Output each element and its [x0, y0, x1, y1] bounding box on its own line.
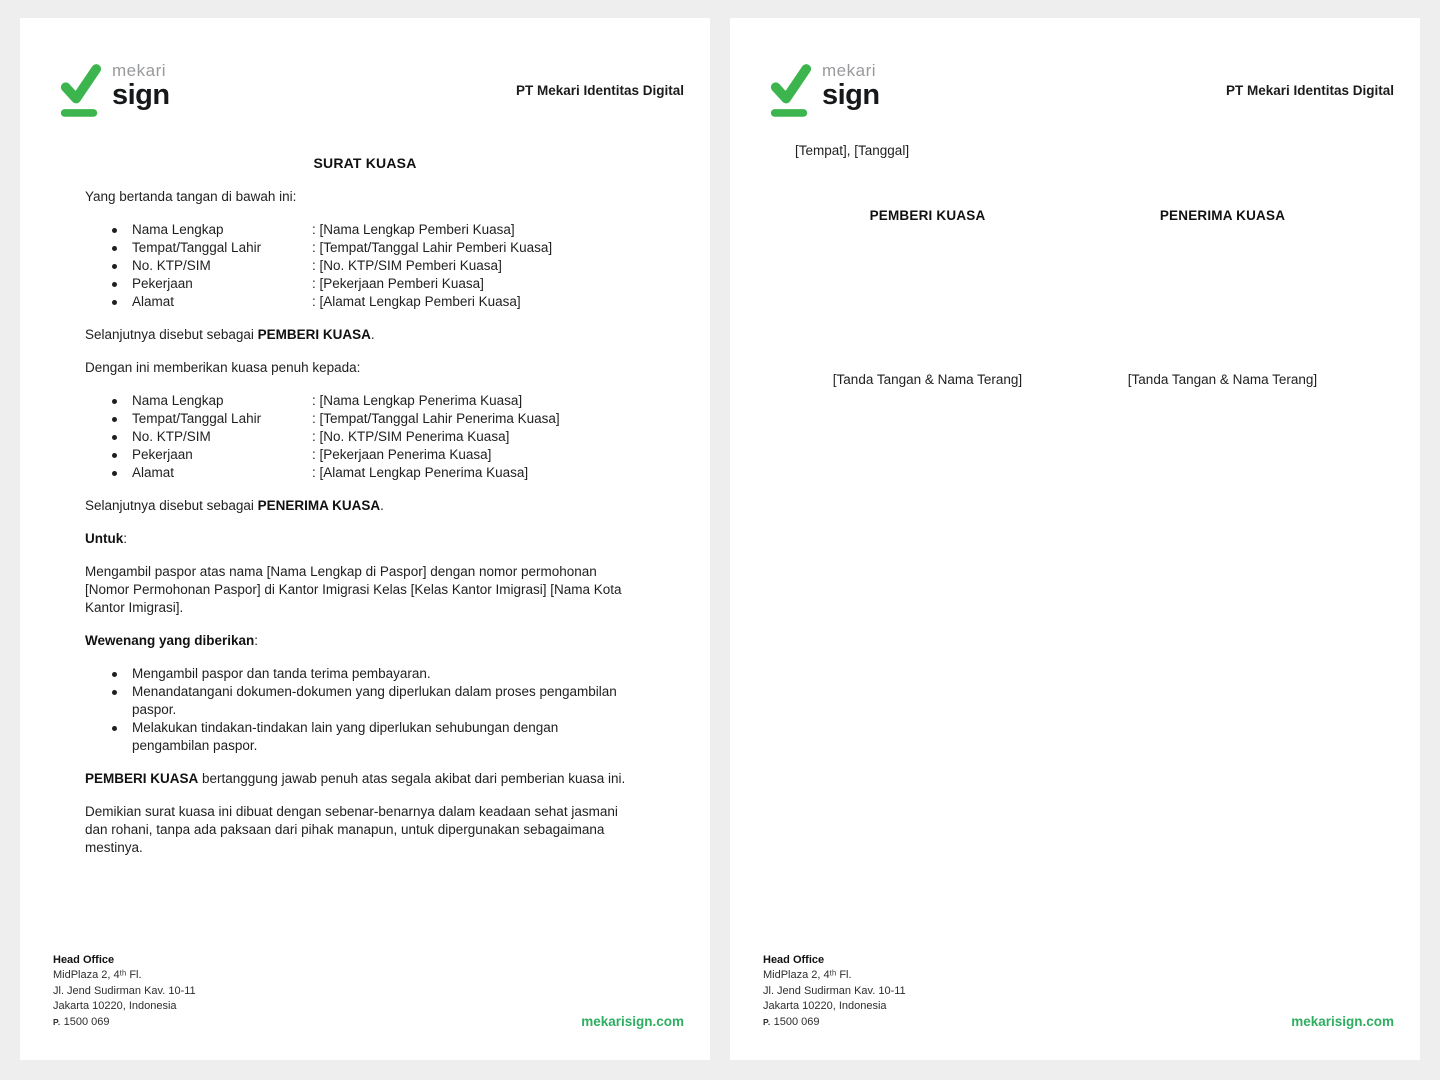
bullet-icon [112, 246, 117, 251]
authority-item [85, 719, 650, 755]
purpose-heading-suffix: : [123, 531, 128, 546]
address-line: Jakarta 10220, Indonesia [53, 1000, 177, 1012]
website-link: mekarisign.com [1291, 1014, 1394, 1029]
checkmark-icon [768, 59, 812, 121]
closing-bold: PENERIMA KUASA [257, 498, 381, 513]
field-value: : [Alamat Lengkap Pemberi Kuasa] [312, 294, 521, 309]
page-footer [53, 953, 684, 1031]
phone-number: 1500 069 [773, 1015, 820, 1028]
field-row [85, 446, 650, 464]
closing-suffix: . [380, 498, 384, 513]
bullet-icon [112, 399, 117, 404]
closing-bold: PEMBERI KUASA [257, 327, 371, 342]
logo-wordmark [822, 59, 880, 109]
field-row [85, 257, 650, 275]
address-line: Jl. Jend Sudirman Kav. 10-11 [53, 984, 196, 997]
address-line: MidPlaza 2, 4ᵗʰ Fl. [53, 969, 142, 981]
signature-column-penerima [1075, 207, 1370, 389]
field-label: Nama Lengkap [132, 393, 224, 408]
bullet-icon [112, 453, 117, 458]
field-value: : [Tempat/Tanggal Lahir Penerima Kuasa] [312, 411, 560, 426]
bullet-icon [112, 726, 117, 731]
field-label: No. KTP/SIM [132, 258, 211, 273]
authority-heading-bold: Wewenang yang diberikan [85, 633, 255, 648]
logo-word-sign: sign [822, 79, 880, 111]
field-row [85, 275, 650, 293]
intro-paragraph: Yang bertanda tangan di bawah ini: [85, 189, 297, 204]
field-label: Tempat/Tanggal Lahir [132, 240, 262, 255]
authority-heading [85, 632, 640, 650]
field-value: : [Alamat Lengkap Penerima Kuasa] [312, 465, 529, 480]
document-page-1 [20, 18, 710, 1060]
mekari-sign-logo [768, 59, 880, 121]
field-label: Alamat [132, 294, 175, 309]
responsibility-bold: PEMBERI KUASA [85, 771, 199, 786]
field-label: No. KTP/SIM [132, 429, 211, 444]
grantor-field-list [85, 221, 650, 311]
grantee-intro-paragraph: Dengan ini memberikan kuasa penuh kepada: [85, 360, 361, 375]
bullet-icon [112, 690, 117, 695]
closing-paragraph: Demikian surat kuasa ini dibuat dengan sebenar-benarnya dalam keadaan sehat jasmani dan rohani, tanpa ada paksaan dari pihak manapun, untuk dipergunakan sebagaimana mestinya. [85, 804, 618, 855]
bullet-icon [112, 672, 117, 677]
bullet-icon [112, 417, 117, 422]
document-title: SURAT KUASA [313, 155, 417, 171]
field-value: : [No. KTP/SIM Penerima Kuasa] [312, 429, 510, 444]
purpose-heading-bold: Untuk [85, 531, 124, 546]
field-row [85, 464, 650, 482]
closing-prefix: Selanjutnya disebut sebagai [85, 498, 258, 513]
signature-heading: PENERIMA KUASA [1159, 208, 1286, 223]
page-header [20, 18, 710, 122]
field-row [85, 293, 650, 311]
purpose-paragraph: Mengambil paspor atas nama [Nama Lengkap di Paspor] dengan nomor permohonan [Nomor Permohonan Paspor] di Kantor Imigrasi Kelas [Kelas Kantor Imigrasi] [Nama Kota Kantor Imigrasi]. [85, 564, 622, 615]
logo-word-sign: sign [112, 79, 170, 111]
purpose-heading [85, 530, 640, 548]
logo-word-mekari: mekari [822, 61, 877, 80]
field-value: : [Nama Lengkap Pemberi Kuasa] [312, 222, 515, 237]
bullet-icon [112, 264, 117, 269]
field-value: : [Pekerjaan Penerima Kuasa] [312, 447, 492, 462]
grantee-closing-paragraph [85, 497, 640, 515]
grantor-closing-paragraph [85, 326, 640, 344]
page-footer [763, 953, 1394, 1031]
mekari-sign-logo [58, 59, 170, 121]
phone-label: P. [763, 1016, 771, 1027]
website-link: mekarisign.com [581, 1014, 684, 1029]
field-value: : [Tempat/Tanggal Lahir Pemberi Kuasa] [312, 240, 553, 255]
responsibility-paragraph [85, 770, 640, 788]
page-header [730, 18, 1420, 122]
bullet-icon [112, 282, 117, 287]
head-office-block [763, 953, 906, 1031]
checkmark-icon [58, 59, 102, 121]
signature-placeholder: [Tanda Tangan & Nama Terang] [1127, 372, 1318, 387]
address-line: Jl. Jend Sudirman Kav. 10-11 [763, 984, 906, 997]
phone-label: P. [53, 1016, 61, 1027]
document-body [20, 188, 710, 857]
field-label: Pekerjaan [132, 447, 193, 462]
authority-list [85, 665, 650, 755]
head-office-label: Head Office [763, 953, 825, 966]
field-label: Nama Lengkap [132, 222, 224, 237]
field-label: Tempat/Tanggal Lahir [132, 411, 262, 426]
logo-wordmark [112, 59, 170, 109]
bullet-icon [112, 300, 117, 305]
closing-suffix: . [370, 327, 375, 342]
address-line: Jakarta 10220, Indonesia [763, 1000, 887, 1012]
phone-number: 1500 069 [63, 1015, 110, 1028]
field-row [85, 392, 650, 410]
place-date: [Tempat], [Tanggal] [795, 143, 910, 158]
authority-item [85, 683, 650, 719]
grantee-field-list [85, 392, 650, 482]
signature-placeholder: [Tanda Tangan & Nama Terang] [832, 372, 1023, 387]
field-row [85, 239, 650, 257]
field-row [85, 221, 650, 239]
bullet-icon [112, 435, 117, 440]
document-page-2 [730, 18, 1420, 1060]
field-value: : [No. KTP/SIM Pemberi Kuasa] [312, 258, 502, 273]
company-name: PT Mekari Identitas Digital [1225, 82, 1394, 98]
authority-item-text: Mengambil paspor dan tanda terima pembayaran. [132, 666, 431, 681]
authority-item-text: Menandatangani dokumen-dokumen yang diperlukan dalam proses pengambilan paspor. [132, 684, 617, 717]
address-line: MidPlaza 2, 4ᵗʰ Fl. [763, 969, 852, 981]
authority-item [85, 665, 650, 683]
phone-line [763, 1015, 906, 1031]
field-value: : [Nama Lengkap Penerima Kuasa] [312, 393, 523, 408]
signature-heading: PEMBERI KUASA [869, 208, 986, 223]
closing-prefix: Selanjutnya disebut sebagai [85, 327, 258, 342]
field-row [85, 410, 650, 428]
head-office-label: Head Office [53, 953, 115, 966]
bullet-icon [112, 471, 117, 476]
responsibility-text: bertanggung jawab penuh atas segala akibat dari pemberian kuasa ini. [198, 771, 626, 786]
field-value: : [Pekerjaan Pemberi Kuasa] [312, 276, 484, 291]
signature-columns [730, 207, 1420, 389]
authority-item-text: Melakukan tindakan-tindakan lain yang diperlukan sehubungan dengan pengambilan paspor. [132, 720, 559, 753]
authority-heading-suffix: : [254, 633, 259, 648]
field-label: Pekerjaan [132, 276, 193, 291]
logo-word-mekari: mekari [112, 61, 167, 80]
signature-column-pemberi [780, 207, 1075, 389]
phone-line [53, 1015, 196, 1031]
head-office-block [53, 953, 196, 1031]
field-label: Alamat [132, 465, 175, 480]
field-row [85, 428, 650, 446]
company-name: PT Mekari Identitas Digital [515, 82, 684, 98]
bullet-icon [112, 228, 117, 233]
